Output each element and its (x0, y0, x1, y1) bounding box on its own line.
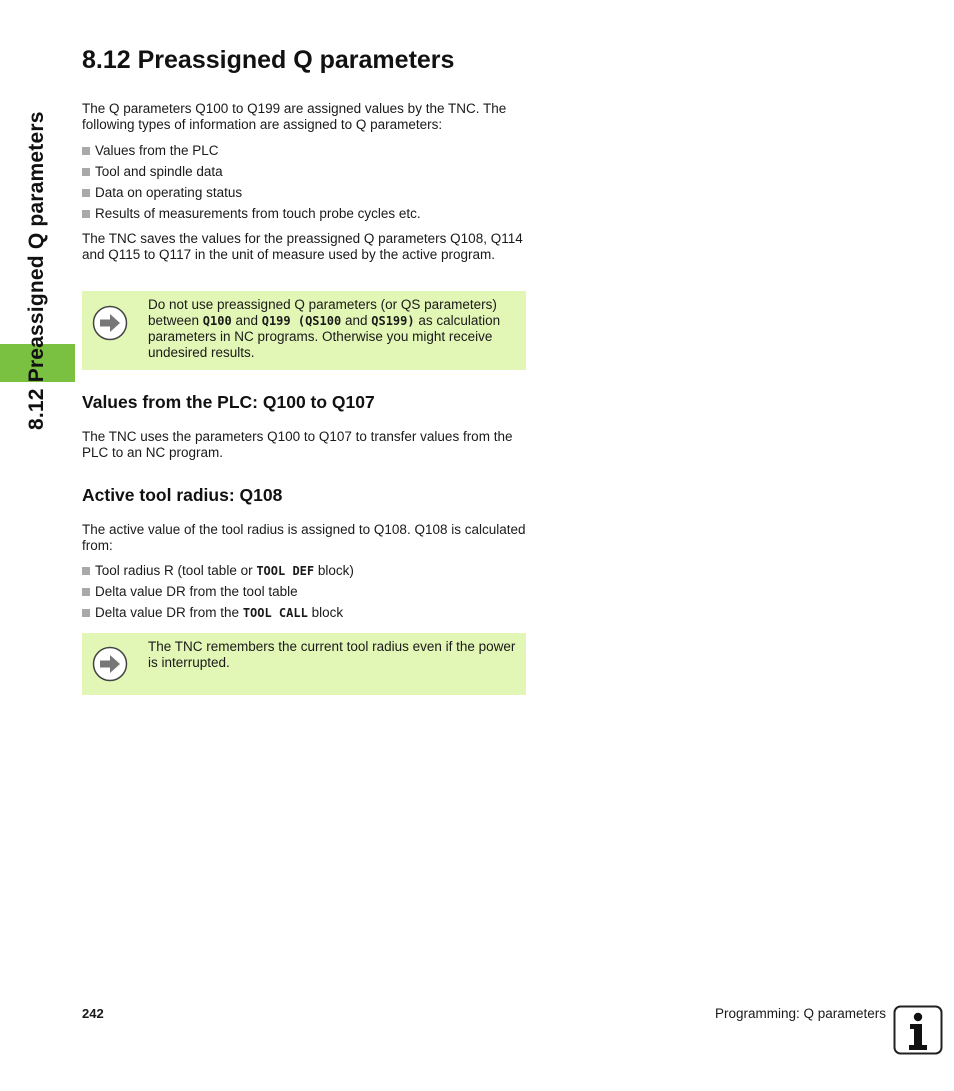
list-item: Delta value DR from the TOOL CALL block (82, 605, 526, 626)
page-title: 8.12 Preassigned Q parameters (82, 46, 455, 74)
tool-radius-paragraph: The active value of the tool radius is assigned to Q108. Q108 is calculated from: (82, 522, 526, 553)
plc-paragraph: The TNC uses the parameters Q100 to Q107 to transfer values from the PLC to an NC program. (82, 429, 513, 460)
list-item: Tool and spindle data (82, 164, 526, 185)
info-note (82, 633, 526, 695)
section-heading-plc: Values from the PLC: Q100 to Q107 (82, 392, 375, 412)
info-note-text: The TNC remembers the current tool radius even if the power is interrupted. (148, 639, 516, 670)
units-paragraph: The TNC saves the values for the preassigned Q parameters Q108, Q114 and Q115 to Q117 in the unit of measure used by the active program. (82, 231, 523, 262)
side-chapter-title: 8.12 Preassigned Q parameters (25, 111, 48, 430)
info-types-list (82, 143, 526, 227)
tool-radius-list (82, 563, 526, 626)
page-number: 242 (82, 1006, 104, 1021)
section-heading-tool-radius: Active tool radius: Q108 (82, 485, 283, 505)
list-item: Data on operating status (82, 185, 526, 206)
arrow-right-icon (92, 305, 128, 341)
info-icon (893, 1005, 943, 1055)
warning-note (82, 291, 526, 370)
arrow-right-icon (92, 646, 128, 682)
list-item: Delta value DR from the tool table (82, 584, 526, 605)
list-item: Results of measurements from touch probe cycles etc. (82, 206, 526, 227)
intro-paragraph: The Q parameters Q100 to Q199 are assigned values by the TNC. The following types of information are assigned to Q parameters: (82, 101, 507, 132)
list-item: Values from the PLC (82, 143, 526, 164)
list-item: Tool radius R (tool table or TOOL DEF block) (82, 563, 526, 584)
footer-chapter-title: Programming: Q parameters (714, 1006, 886, 1021)
warning-note-text: Do not use preassigned Q parameters (or QS parameters) between Q100 and Q199 (QS100 and QS199) as calculation parameters in NC programs. Otherwise you might receive undesired results. (148, 297, 501, 360)
